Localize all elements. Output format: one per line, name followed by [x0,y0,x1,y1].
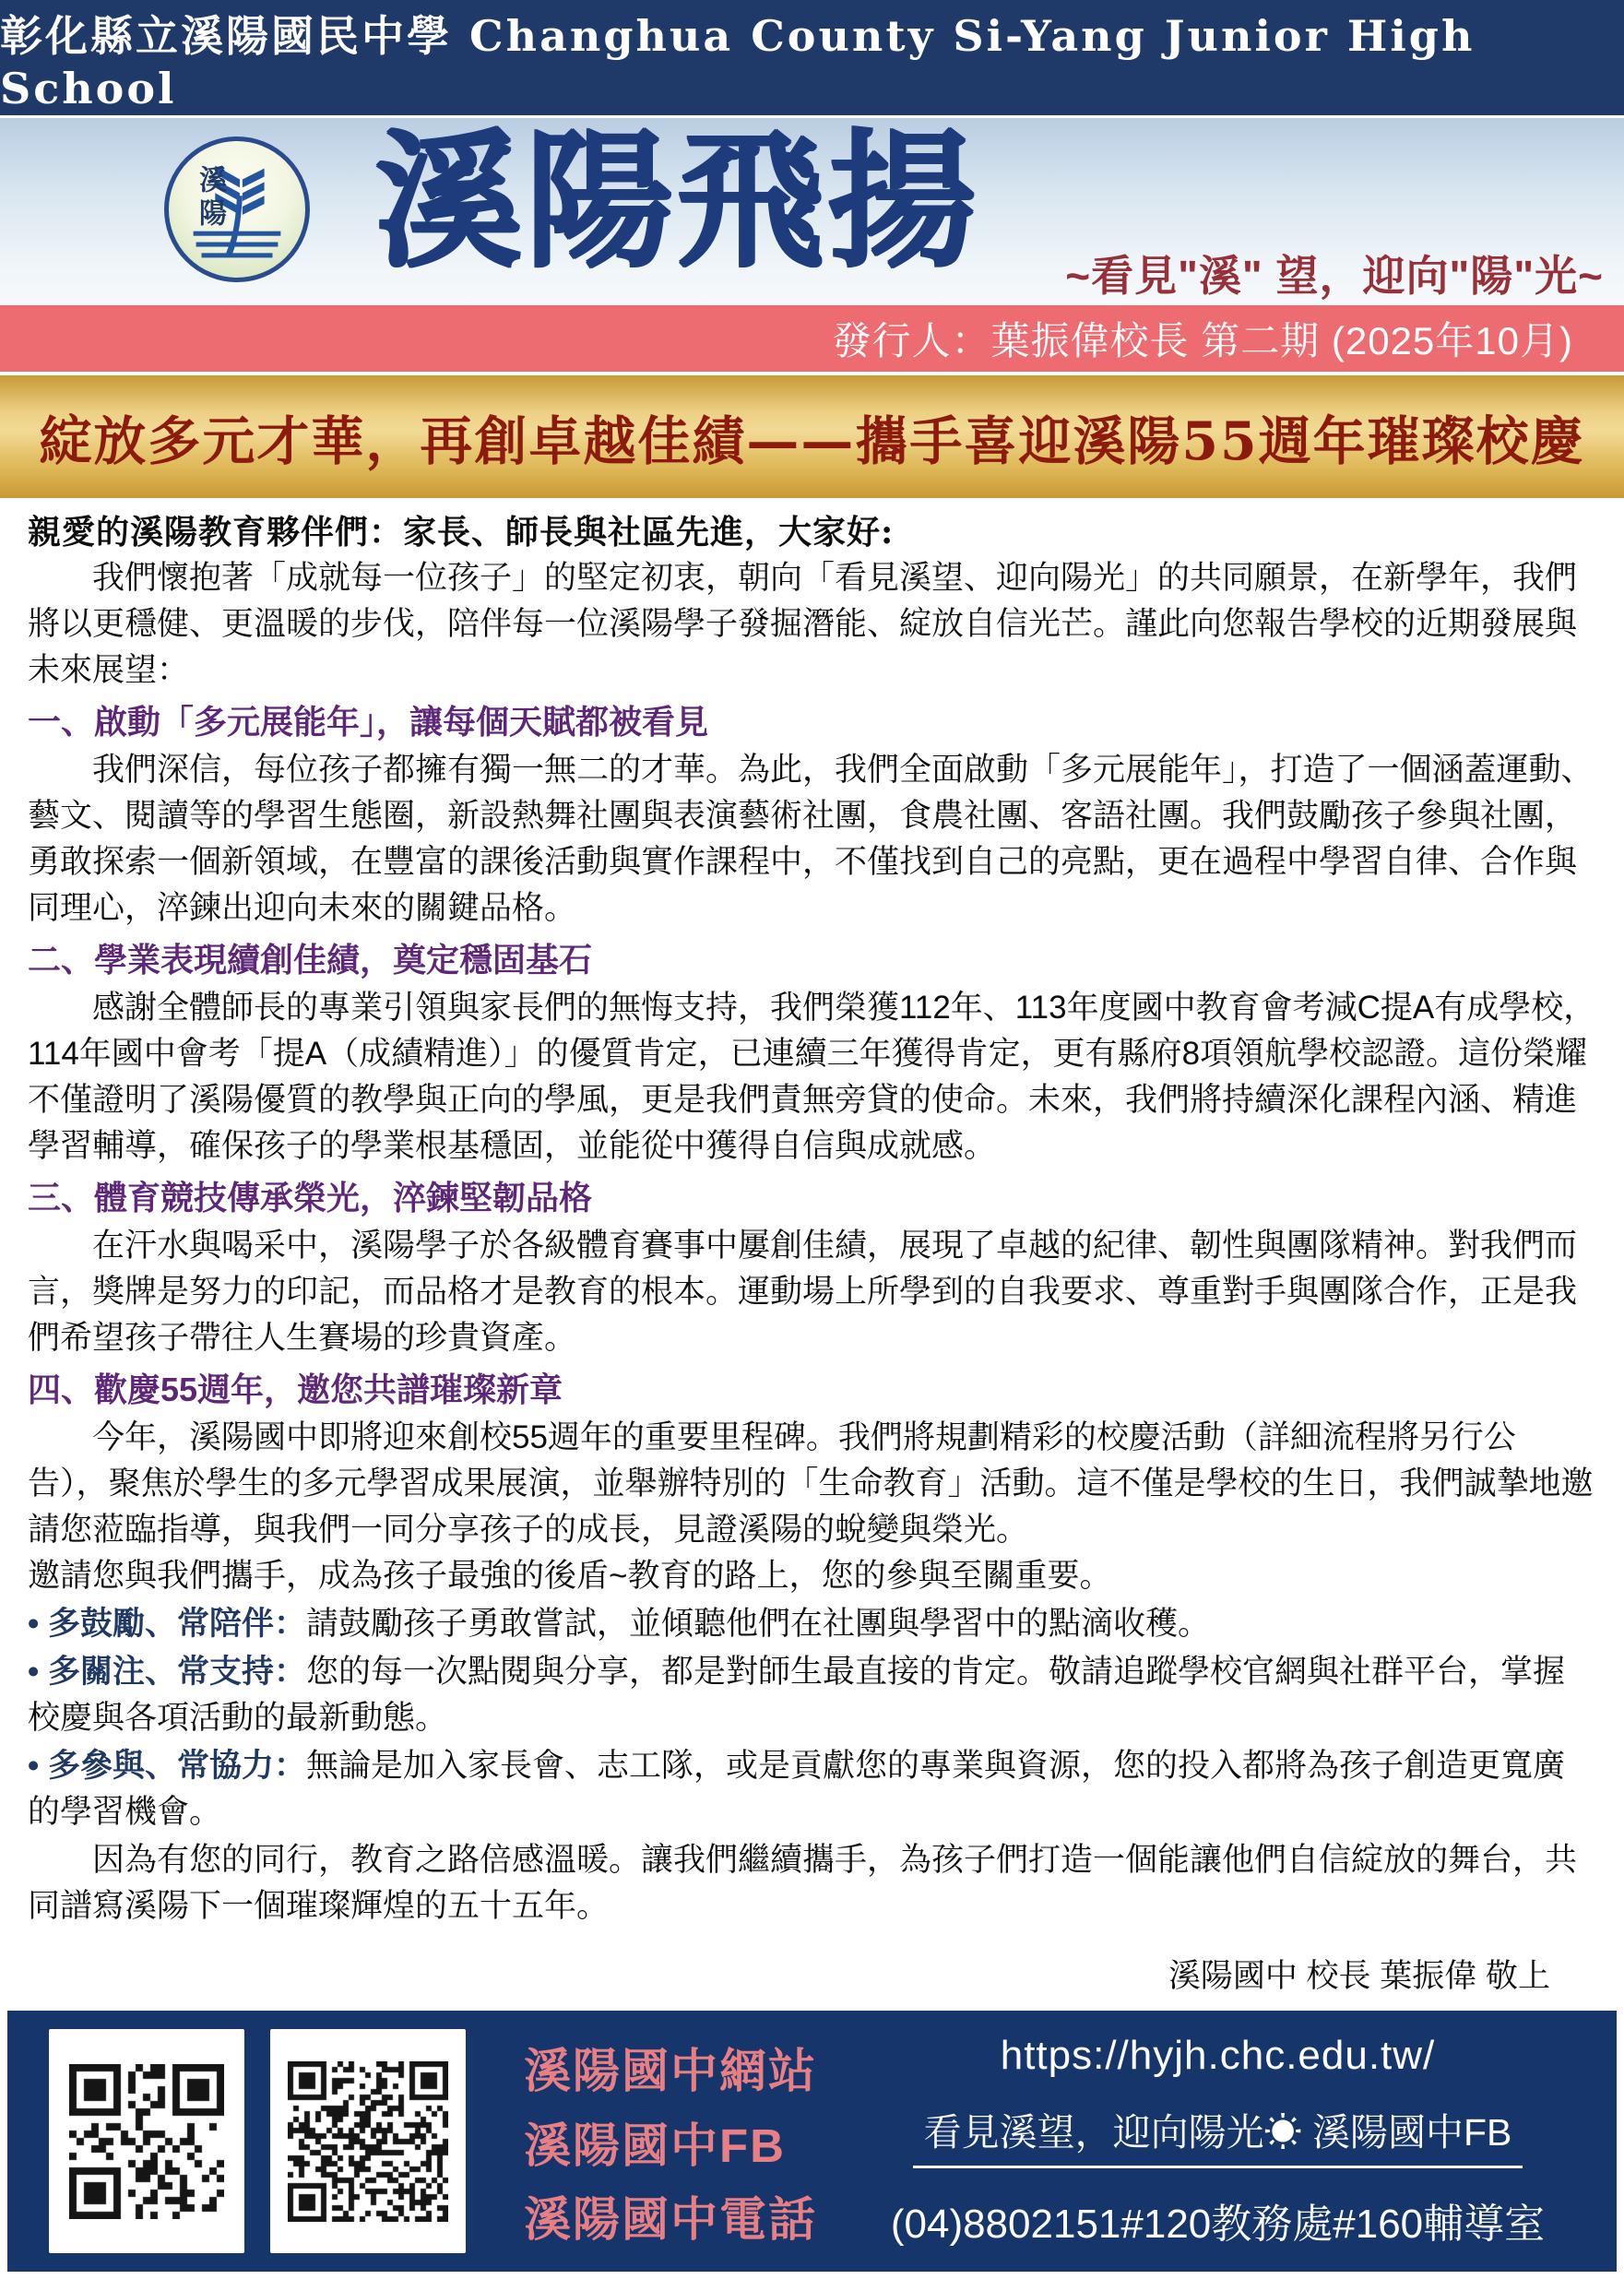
bullet-text: 請鼓勵孩子勇敢嘗試，並傾聽他們在社團與學習中的點滴收穫。 [306,1606,1211,1642]
bullet-label: 多關注、常支持： [47,1654,306,1690]
school-name-bar [0,0,1624,115]
qr-code-website-icon [69,2064,224,2219]
bullet-text: 無論是加入家長會、志工隊，或是貢獻您的專業與資源，您的投入都將為孩子創造更寬廣的學習機會。 [28,1748,1566,1830]
footer-info-column [837,2033,1617,2249]
footer-label-phone: 溪陽國中電話 [524,2193,818,2246]
school-logo [164,137,310,282]
section-4-heading: 四、歡慶55週年，邀您共譜璀璨新章 [28,1371,563,1408]
bullet-marker: • [28,1606,48,1642]
section-2-heading: 二、學業表現續創佳績，奠定穩固基石 [28,941,593,979]
headline-banner [0,372,1624,498]
greeting-line: 親愛的溪陽教育夥伴們：家長、師長與社區先進，大家好: [28,513,895,552]
bullet-marker: • [28,1748,48,1784]
footer-label-column [524,2033,828,2249]
section-4-body: 今年，溪陽國中即將迎來創校55週年的重要里程碑。我們將規劃精彩的校慶活動（詳細流程將另行公告），聚焦於學生的多元學習成果展演，並舉辦特別的「生命教育」活動。這不僅是學校的生日，我們誠摯地邀請您蒞臨指導，與我們一同分享孩子的成長，見證溪陽的蛻變與榮光。 [28,1419,1594,1548]
newsletter-title: 溪陽飛揚 [373,113,979,287]
school-name: 彰化縣立溪陽國民中學 Changhua County Si-Yang Junior High School [0,10,1476,113]
letter-body [0,498,1624,2000]
footer [7,2011,1617,2272]
section-3-heading: 三、體育競技傳承榮光，淬鍊堅韌品格 [28,1179,593,1217]
bullet-label: 多參與、常協力： [47,1748,306,1784]
logo-vertical-text: 溪陽 [194,165,226,231]
qr-card-website [49,2029,244,2253]
bullet-item-follow [28,1649,1596,1741]
signature-line: 溪陽國中 校長 葉振偉 敬上 [1168,1958,1550,1994]
phone-line: (04)8802151#120教務處#160輔導室 [890,2202,1546,2247]
bullet-label: 多鼓勵、常陪伴： [47,1606,306,1642]
publisher-bar [0,305,1624,372]
masthead [0,115,1624,305]
bullet-item-encourage [28,1601,1596,1647]
footer-label-website: 溪陽國中網站 [524,2045,818,2097]
headline-text: 綻放多元才華，再創卓越佳績——攜手喜迎溪陽55週年璀璨校慶 [39,410,1585,472]
bullet-text: 您的每一次點閱與分享，都是對師生最直接的肯定。敬請追蹤學校官網與社群平台，掌握校慶與各項活動的最新動態。 [28,1654,1566,1736]
section-1-heading: 一、啟動「多元展能年」，讓每個天賦都被看見 [28,703,709,741]
bullet-item-participate [28,1743,1596,1835]
invitation-line: 邀請您與我們攜手，成為孩子最強的後盾~教育的路上，您的參與至關重要。 [28,1558,1112,1594]
website-url-link[interactable]: https://hyjh.chc.edu.tw/ [1000,2033,1436,2078]
bullet-marker: • [28,1654,48,1690]
qr-card-facebook [270,2029,466,2253]
section-1-body: 我們深信，每位孩子都擁有獨一無二的才華。為此，我們全面啟動「多元展能年」，打造了一個涵蓋運動、藝文、閱讀等的學習生態圈，新設熱舞社團與表演藝術社團，食農社團、客語社團。我們鼓勵孩子參與社團，勇敢探索一個新領域，在豐富的課後活動與實作課程中，不僅找到自己的亮點，更在過程中學習自律、合作與同理心，淬鍊出迎向未來的關鍵品格。 [28,752,1594,926]
closing-paragraph: 因為有您的同行，教育之路倍感溫暖。讓我們繼續攜手，為孩子們打造一個能讓他們自信綻放的舞台，共同譜寫溪陽下一個璀璨輝煌的五十五年。 [28,1842,1578,1924]
facebook-page-link[interactable]: 看見溪望，迎向陽光☀ 溪陽國中FB [913,2102,1523,2168]
footer-label-facebook: 溪陽國中FB [524,2119,786,2172]
qr-code-facebook-icon [288,2061,448,2222]
publisher-line: 發行人：葉振偉校長 第二期 (2025年10月) [832,319,1573,362]
section-2-body: 感謝全體師長的專業引領與家長們的無悔支持，我們榮獲112年、113年度國中教育會考減C提A有成學校，114年國中會考「提A（成績精進）」的優質肯定，已連續三年獲得肯定，更有縣府8項領航學校認證。這份榮耀不僅證明了溪陽優質的教學與正向的學風，更是我們責無旁貸的使命。未來，我們將持續深化課程內涵、精進學習輔導，確保孩子的學業根基穩固，並能從中獲得自信與成就感。 [28,990,1596,1164]
intro-paragraph: 我們懷抱著「成就每一位孩子」的堅定初衷，朝向「看見溪望、迎向陽光」的共同願景，在新學年，我們將以更穩健、更溫暖的步伐，陪伴每一位溪陽學子發掘潛能、綻放自信光芒。謹此向您報告學校的近期發展與未來展望： [28,560,1578,688]
newsletter-tagline: ~看見"溪" 望，迎向"陽"光~ [1065,252,1604,300]
section-3-body: 在汗水與喝采中，溪陽學子於各級體育賽事中屢創佳績，展現了卓越的紀律、韌性與團隊精神。對我們而言，獎牌是努力的印記，而品格才是教育的根本。運動場上所學到的自我要求、尊重對手與團隊合作，正是我們希望孩子帶往人生賽場的珍貴資產。 [28,1228,1578,1356]
